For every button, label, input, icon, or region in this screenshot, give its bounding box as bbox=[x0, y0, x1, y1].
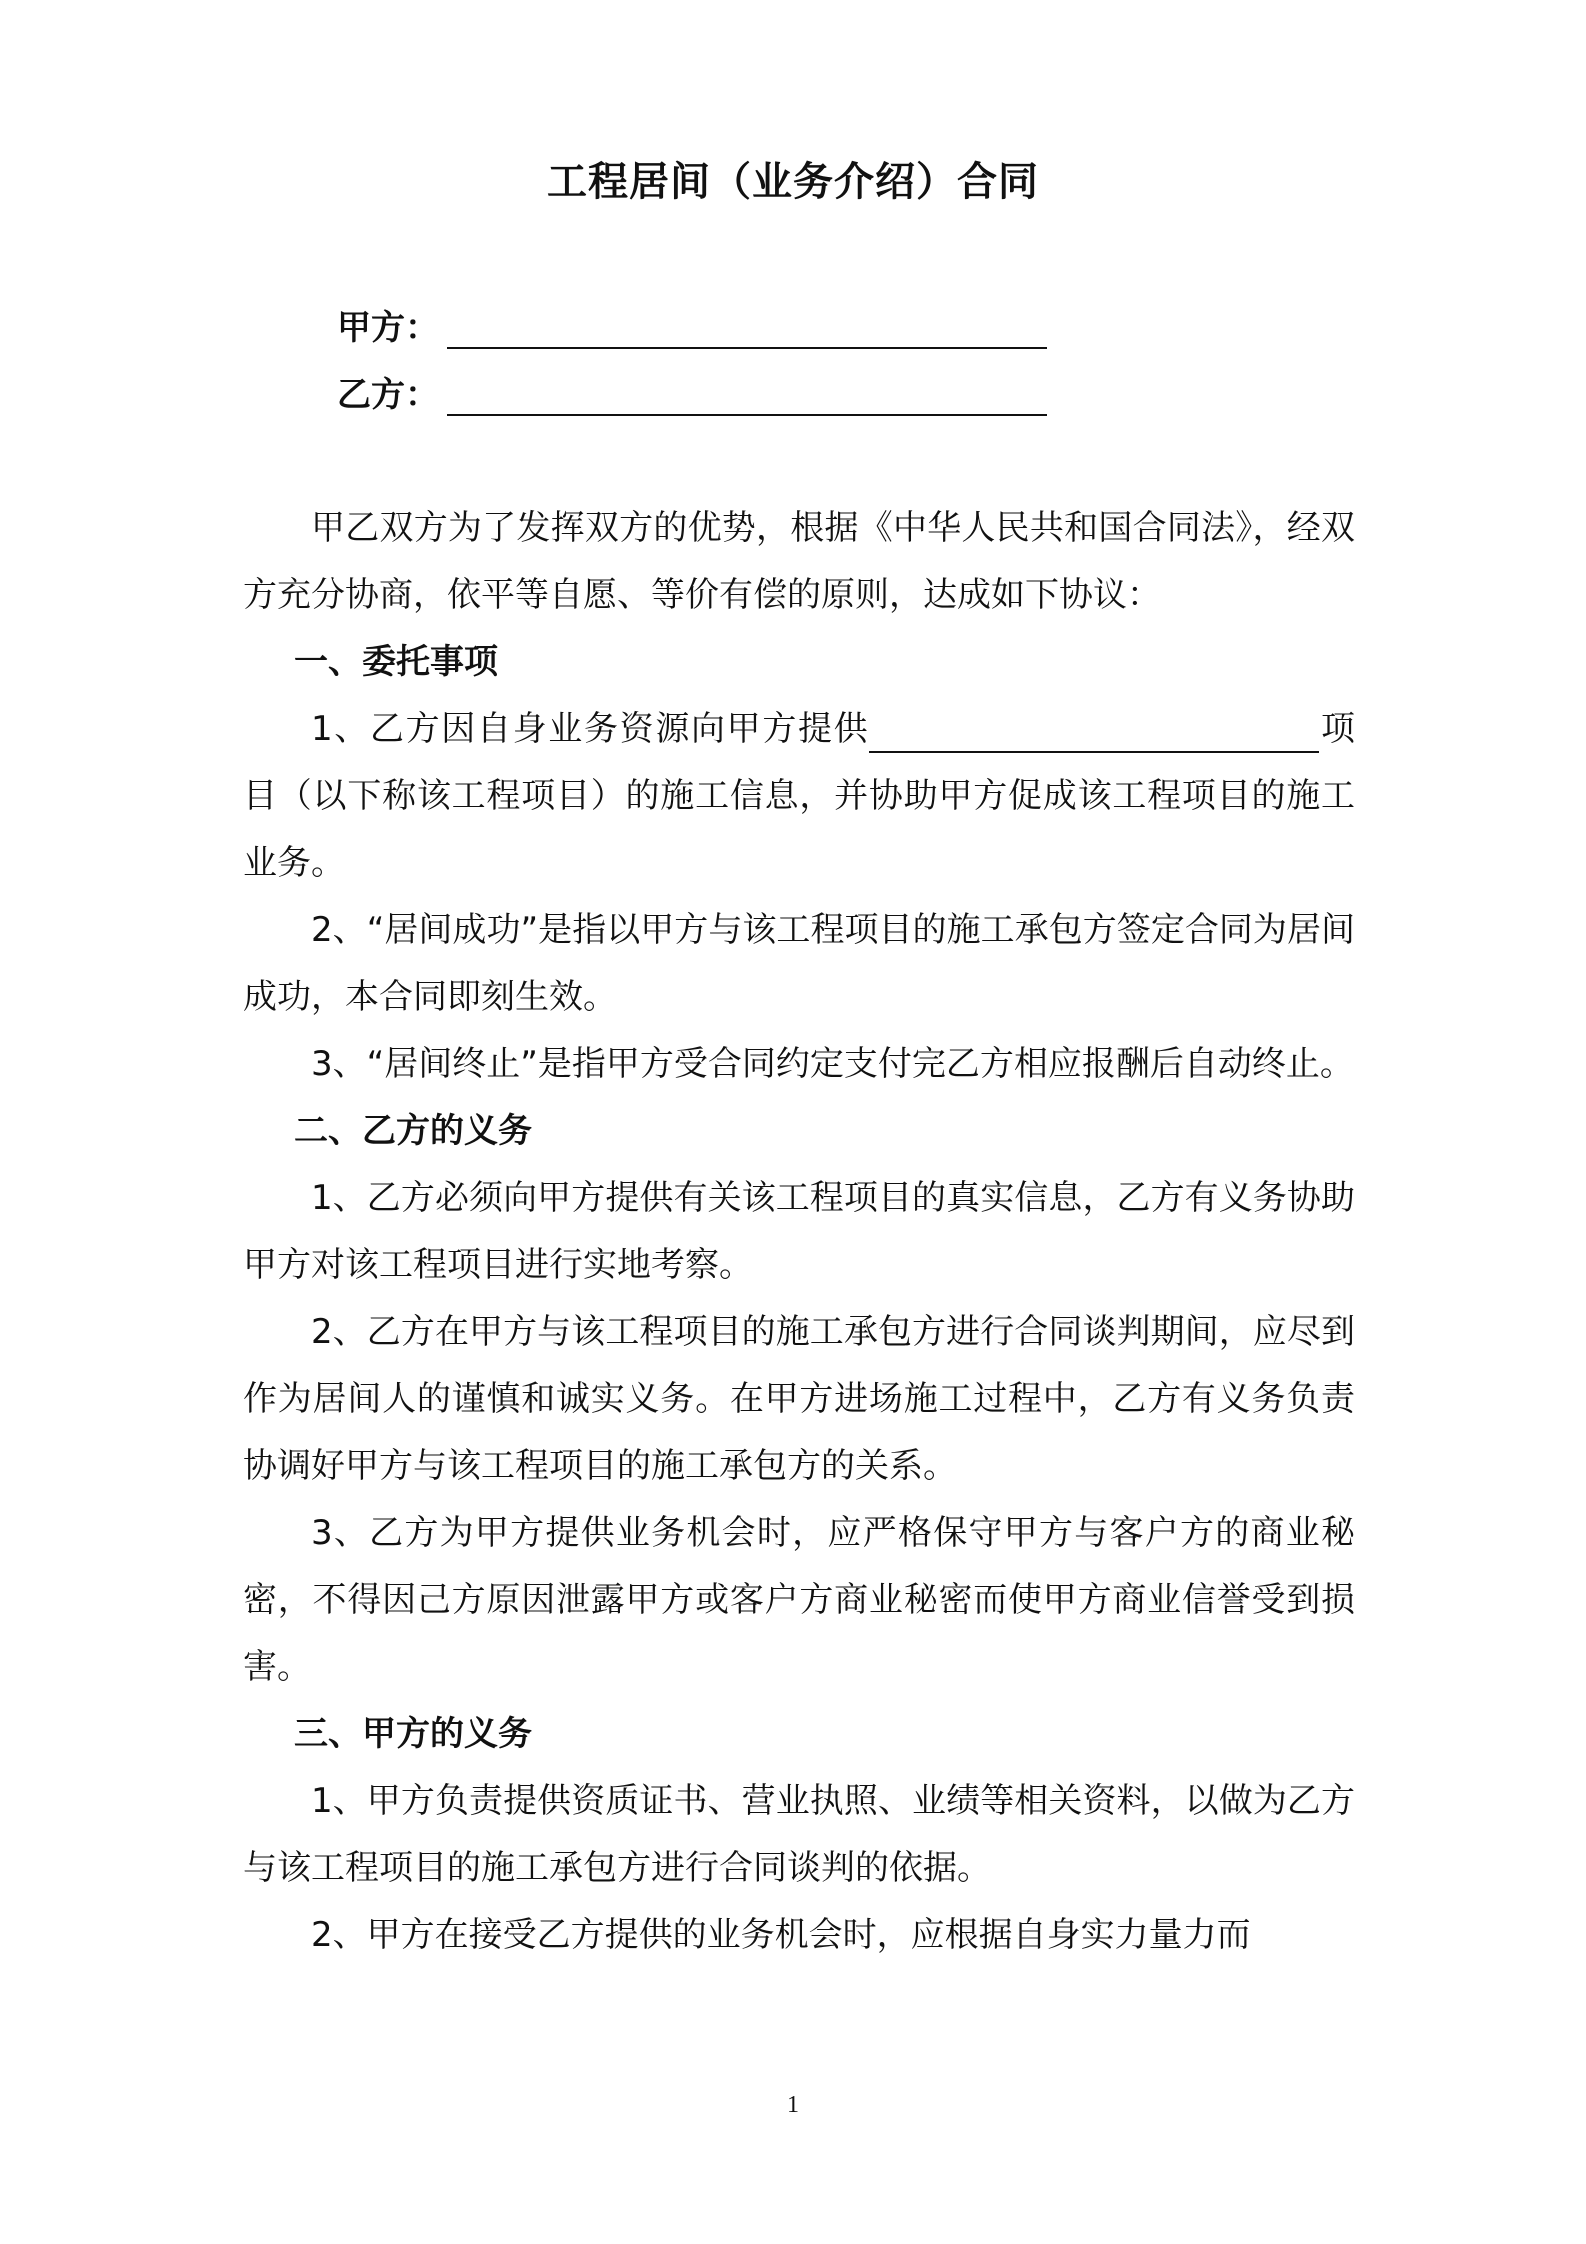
section-3-item-2: 2、甲方在接受乙方提供的业务机会时，应根据自身实力量力而 bbox=[311, 1915, 1251, 1955]
contract-body bbox=[243, 495, 1355, 1969]
section-1-item-1-text-before: 1、乙方因自身业务资源向甲方提供 bbox=[311, 709, 870, 749]
section-2-item-2: 2、乙方在甲方与该工程项目的施工承包方进行合同谈判期间，应尽到作为居间人的谨慎和诚实义务。在甲方进场施工过程中，乙方有义务负责协调好甲方与该工程项目的施工承包方的关系。 bbox=[243, 1312, 1355, 1486]
party-a-blank-line bbox=[447, 347, 1047, 349]
section-2-heading: 二、乙方的义务 bbox=[294, 1111, 532, 1151]
section-1-item-1 bbox=[243, 696, 1355, 897]
section-3-item-1: 1、甲方负责提供资质证书、营业执照、业绩等相关资料，以做为乙方与该工程项目的施工承包方进行合同谈判的依据。 bbox=[243, 1781, 1355, 1888]
page-number: 1 bbox=[787, 2092, 799, 2118]
party-b-label: 乙方： bbox=[337, 375, 439, 415]
project-name-blank-line bbox=[869, 713, 1319, 753]
intro-paragraph: 甲乙双方为了发挥双方的优势，根据《中华人民共和国合同法》，经双方充分协商，依平等自愿、等价有偿的原则，达成如下协议： bbox=[243, 508, 1355, 615]
section-1-heading: 一、委托事项 bbox=[294, 642, 498, 682]
party-a-label: 甲方： bbox=[337, 308, 439, 348]
document-title: 工程居间（业务介绍）合同 bbox=[547, 159, 1039, 205]
section-2-item-3: 3、乙方为甲方提供业务机会时，应严格保守甲方与客户方的商业秘密，不得因己方原因泄露甲方或客户方商业秘密而使甲方商业信誉受到损害。 bbox=[243, 1513, 1355, 1687]
party-a-row bbox=[337, 305, 439, 351]
party-b-blank-line bbox=[447, 414, 1047, 416]
section-2-item-1: 1、乙方必须向甲方提供有关该工程项目的真实信息，乙方有义务协助甲方对该工程项目进行实地考察。 bbox=[243, 1178, 1355, 1285]
section-3-heading: 三、甲方的义务 bbox=[294, 1714, 532, 1754]
section-1-item-2: 2、“居间成功”是指以甲方与该工程项目的施工承包方签定合同为居间成功，本合同即刻生效。 bbox=[243, 910, 1355, 1017]
section-1-item-3: 3、“居间终止”是指甲方受合同约定支付完乙方相应报酬后自动终止。 bbox=[311, 1044, 1354, 1084]
section-1-item-1-text-after: 项目（以下称该工程项目）的施工信息，并协助甲方促成该工程项目的施工业务。 bbox=[243, 709, 1355, 883]
party-b-row bbox=[337, 372, 439, 418]
